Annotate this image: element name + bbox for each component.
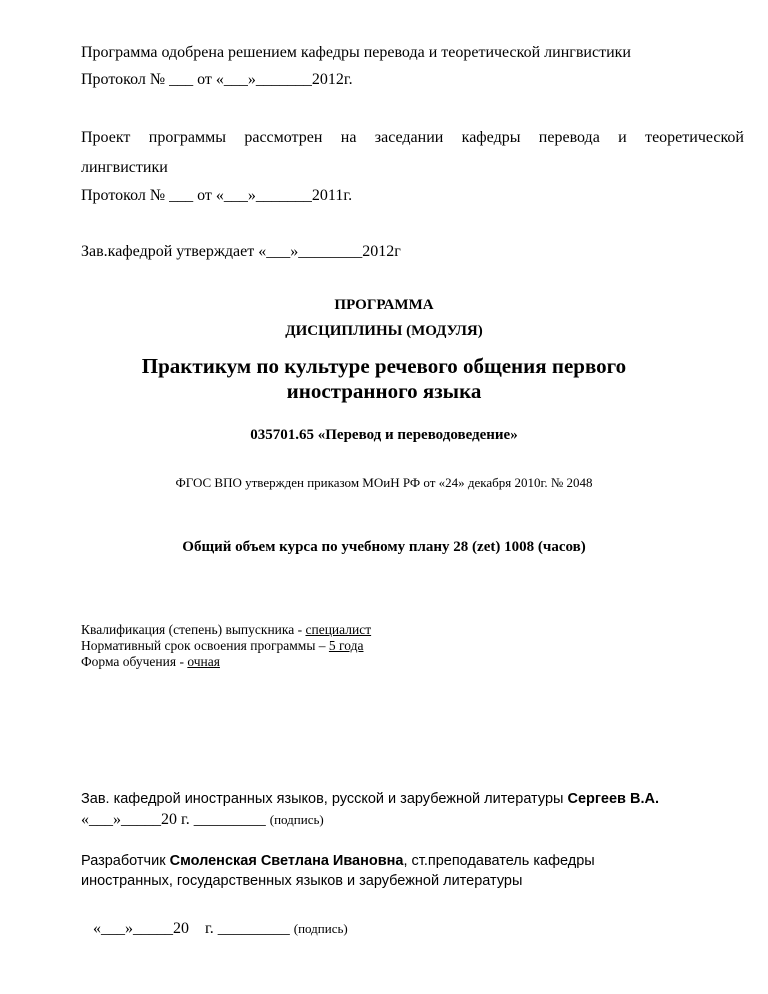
term-value: 5 года	[328, 638, 364, 653]
head-date: «___»_____20 г. _________	[81, 811, 270, 828]
head-text: Зав. кафедрой иностранных языков, русской и зарубежной литературы	[81, 791, 568, 807]
project-line-1: Проект программы рассмотрен на заседании кафедры перевода и теоретической	[81, 129, 744, 146]
fgos-line: ФГОС ВПО утвержден приказом МОиН РФ от «24» декабря 2010г. № 2048	[175, 475, 593, 490]
qualification-value: специалист	[305, 622, 372, 637]
developer-label: Разработчик	[81, 853, 170, 869]
discipline-label: ДИСЦИПЛИНЫ (МОДУЛЯ)	[285, 323, 483, 339]
course-title-line-1: Практикум по культуре речевого общения первого	[141, 354, 627, 378]
protocol-line-2: Протокол № ___ от «___»_______2011г.	[81, 187, 353, 204]
head-signature-line	[81, 792, 659, 808]
head-name: Сергеев В.А.	[567, 791, 659, 807]
developer-sign-caption: (подпись)	[293, 920, 348, 936]
developer-text-1: , ст.преподаватель кафедры	[403, 853, 595, 869]
term-line	[81, 639, 363, 654]
program-label: ПРОГРАММА	[334, 297, 434, 313]
developer-name: Смоленская Светлана Ивановна	[169, 853, 404, 869]
form-value: очная	[187, 654, 220, 669]
qualification-line	[81, 623, 371, 638]
term-label: Нормативный срок освоения программы –	[81, 638, 329, 653]
developer-line-2: иностранных, государственных языков и зарубежной литературы	[81, 873, 523, 889]
protocol-line-1: Протокол № ___ от «___»_______2012г.	[81, 71, 353, 88]
specialty-line: 035701.65 «Перевод и переводоведение»	[250, 427, 518, 443]
form-line	[81, 655, 220, 670]
form-label: Форма обучения -	[81, 654, 188, 669]
project-line-2: лингвистики	[81, 159, 168, 176]
course-title-line-2: иностранного языка	[286, 379, 482, 403]
head-approves-line: Зав.кафедрой утверждает «___»________2012г	[81, 243, 401, 260]
qualification-label: Квалификация (степень) выпускника -	[81, 622, 306, 637]
developer-date-line	[81, 902, 348, 937]
developer-date: «___»_____20 г. _________	[89, 919, 294, 937]
approval-line: Программа одобрена решением кафедры перевода и теоретической лингвистики	[81, 44, 631, 61]
head-sign-caption: (подпись)	[269, 812, 324, 827]
volume-line: Общий объем курса по учебному плану 28 (zet) 1008 (часов)	[182, 539, 586, 555]
developer-line-1	[81, 854, 595, 870]
head-date-line	[81, 811, 324, 829]
